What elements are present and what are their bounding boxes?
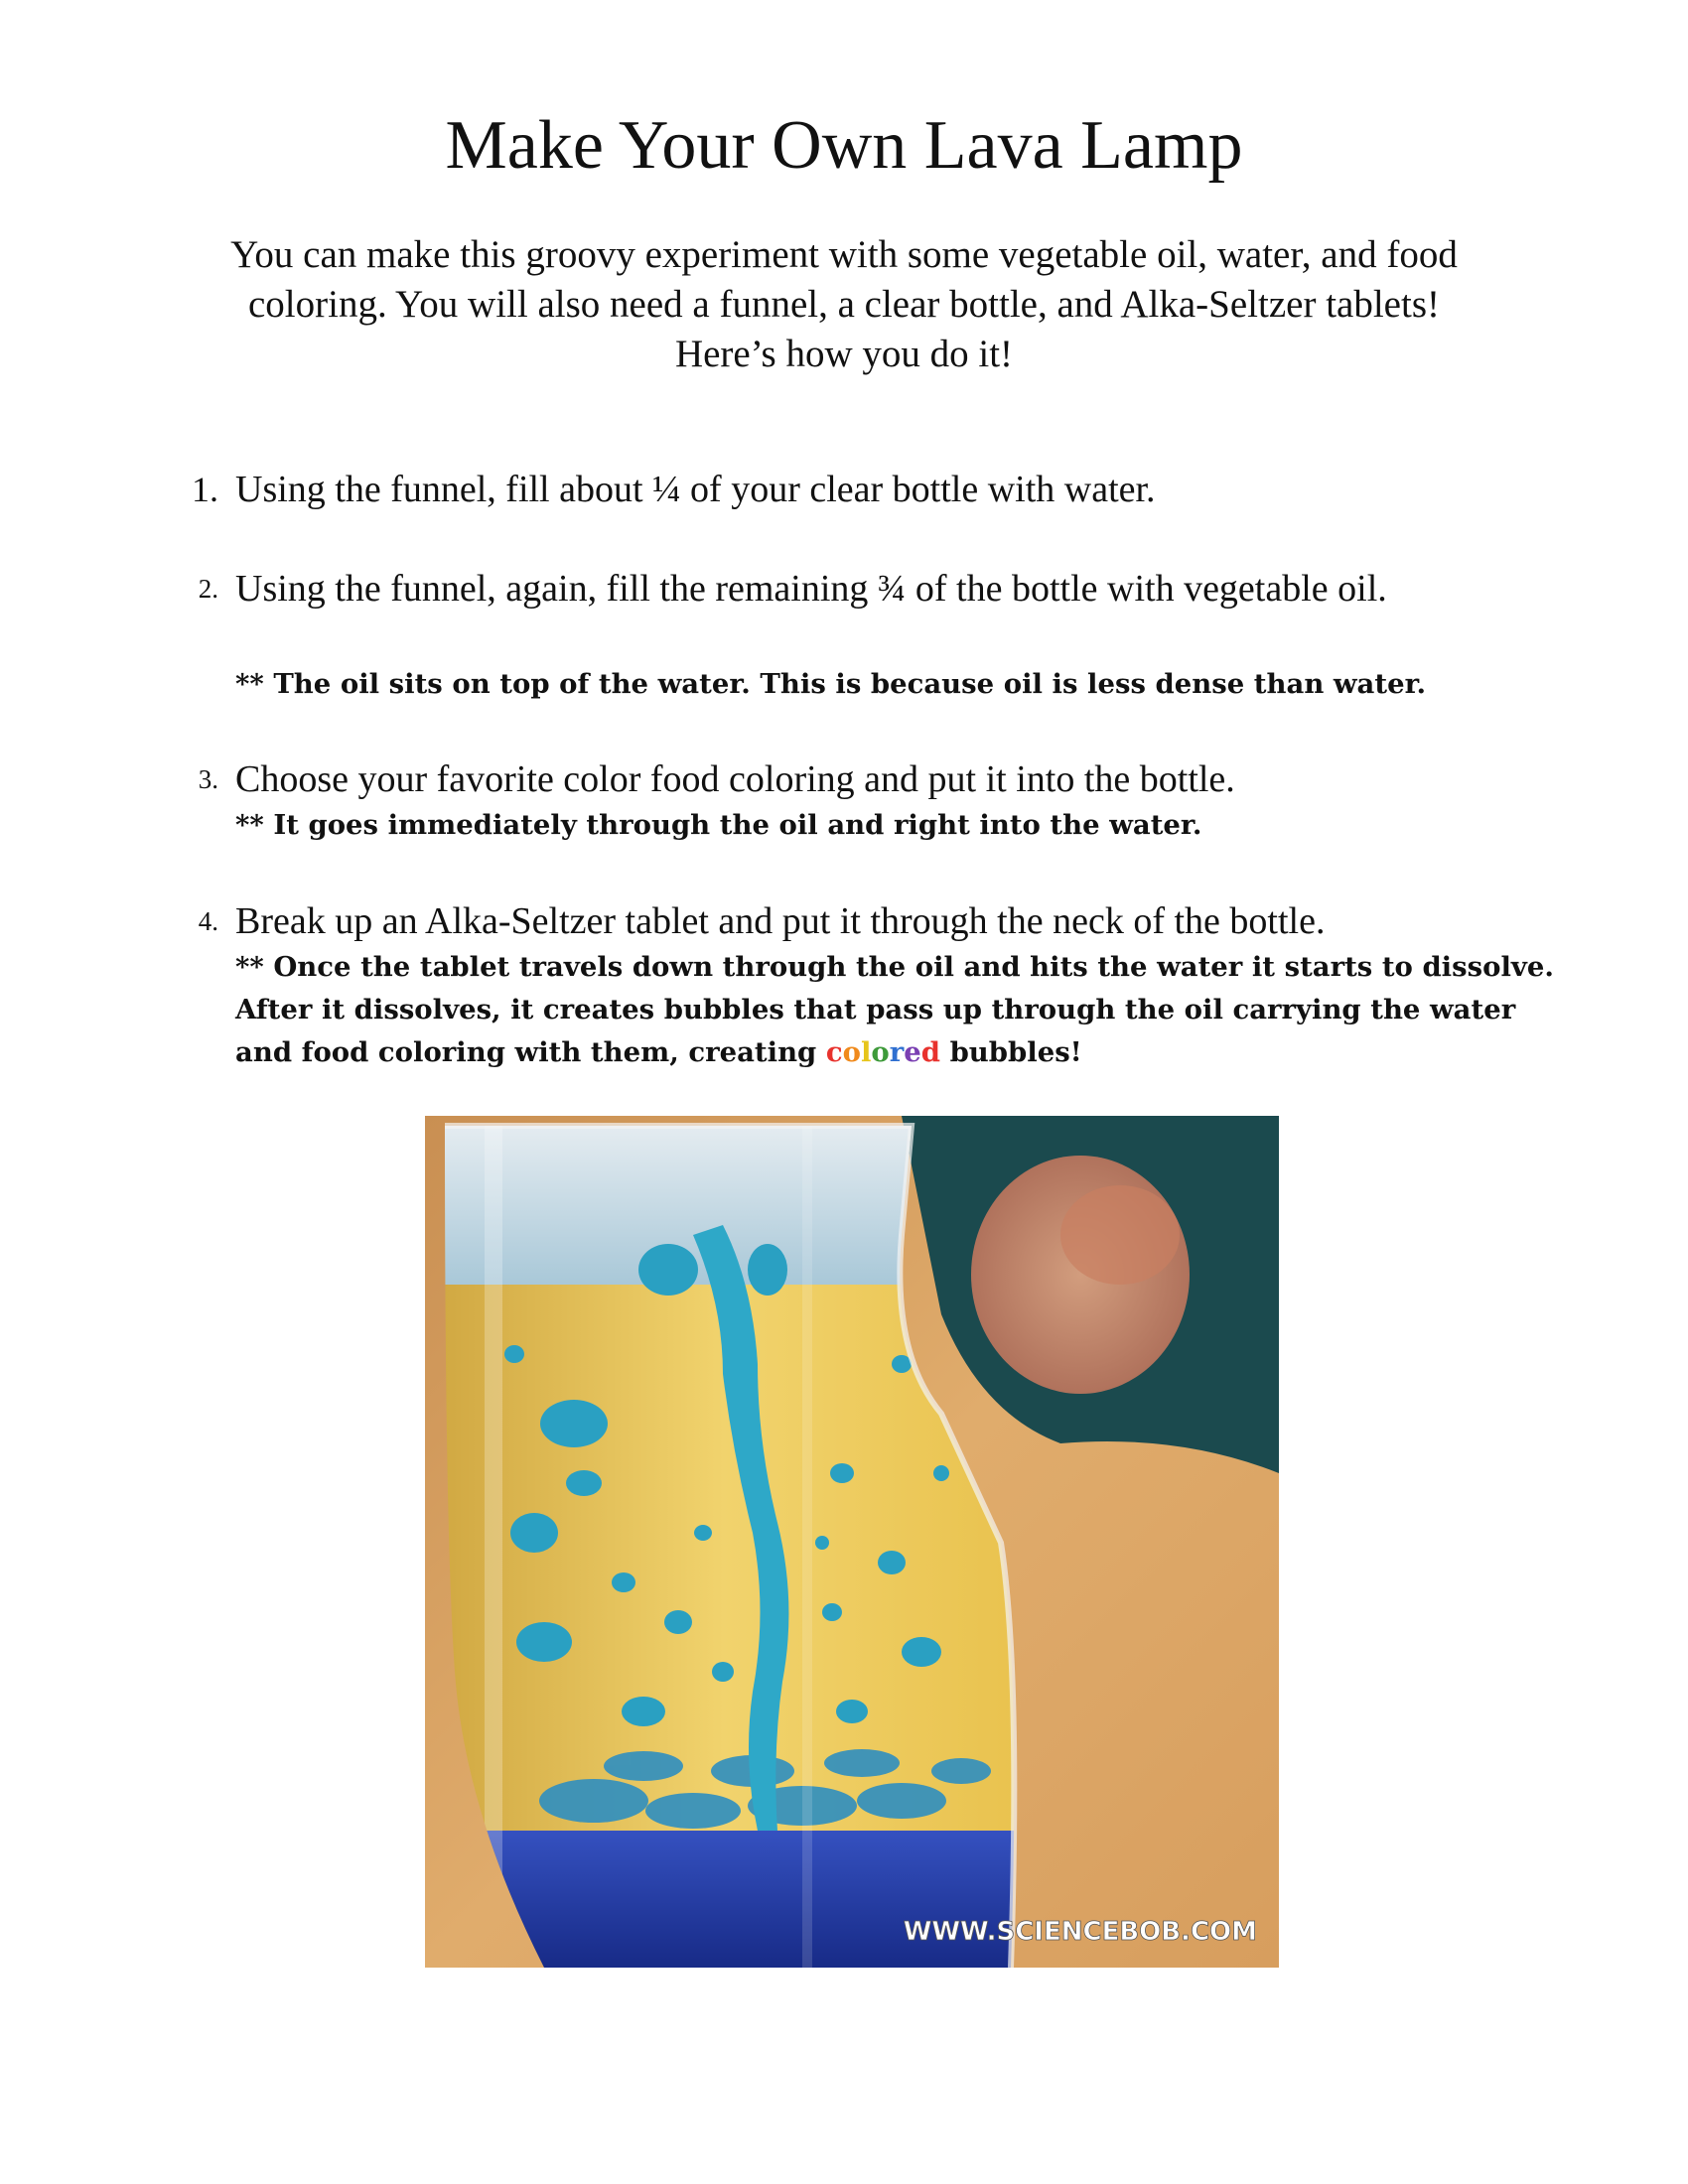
lava-lamp-photo — [425, 1116, 1279, 1968]
step-number: 1. — [192, 470, 218, 509]
step-note — [235, 946, 1556, 1074]
step-number: 3. — [198, 764, 218, 794]
note-text-end: bubbles! — [949, 1036, 1082, 1068]
hand-knuckle — [1060, 1185, 1180, 1285]
step-text: Break up an Alka-Seltzer tablet and put it through the neck of the bottle. — [235, 900, 1326, 942]
intro-line-3: Here’s how you do it! — [674, 333, 1014, 375]
lava-lamp-illustration — [425, 1116, 1279, 1968]
step-note: ** It goes immediately through the oil and right into the water. — [235, 809, 1202, 841]
hand-shape — [971, 1156, 1190, 1394]
colored-word — [826, 1036, 940, 1068]
colored-letter: e — [904, 1036, 921, 1068]
step-text: Choose your favorite color food coloring and put it into the bottle. — [235, 758, 1235, 800]
intro-line-2: coloring. You will also need a funnel, a clear bottle, and Alka-Seltzer tablets! — [248, 283, 1440, 326]
step-number: 2. — [198, 574, 218, 604]
step-note: ** The oil sits on top of the water. This is because oil is less dense than water. — [235, 668, 1427, 700]
intro-line-1: You can make this groovy experiment with some vegetable oil, water, and food — [230, 233, 1458, 276]
note-text: ** Once the tablet travels down through the oil and hits the water it starts to dissolve. After it dissolves, it creates bubbles that pass up through the oil carrying the water and food coloring with them, creating — [235, 951, 1554, 1068]
colored-letter: o — [842, 1036, 861, 1068]
step-number: 4. — [198, 906, 218, 936]
step-text: Using the funnel, again, fill the remaining ¾ of the bottle with vegetable oil. — [235, 568, 1387, 610]
colored-letter: l — [860, 1036, 872, 1068]
step-text: Using the funnel, fill about ¼ of your clear bottle with water. — [235, 469, 1156, 510]
colored-letter: c — [825, 1036, 843, 1068]
page-title: Make Your Own Lava Lamp — [445, 107, 1243, 184]
colored-letter: o — [871, 1036, 890, 1068]
photo-watermark: WWW.SCIENCEBOB.COM — [903, 1917, 1257, 1947]
colored-letter: d — [920, 1036, 940, 1068]
intro-paragraph — [149, 230, 1539, 379]
colored-letter: r — [889, 1036, 905, 1068]
